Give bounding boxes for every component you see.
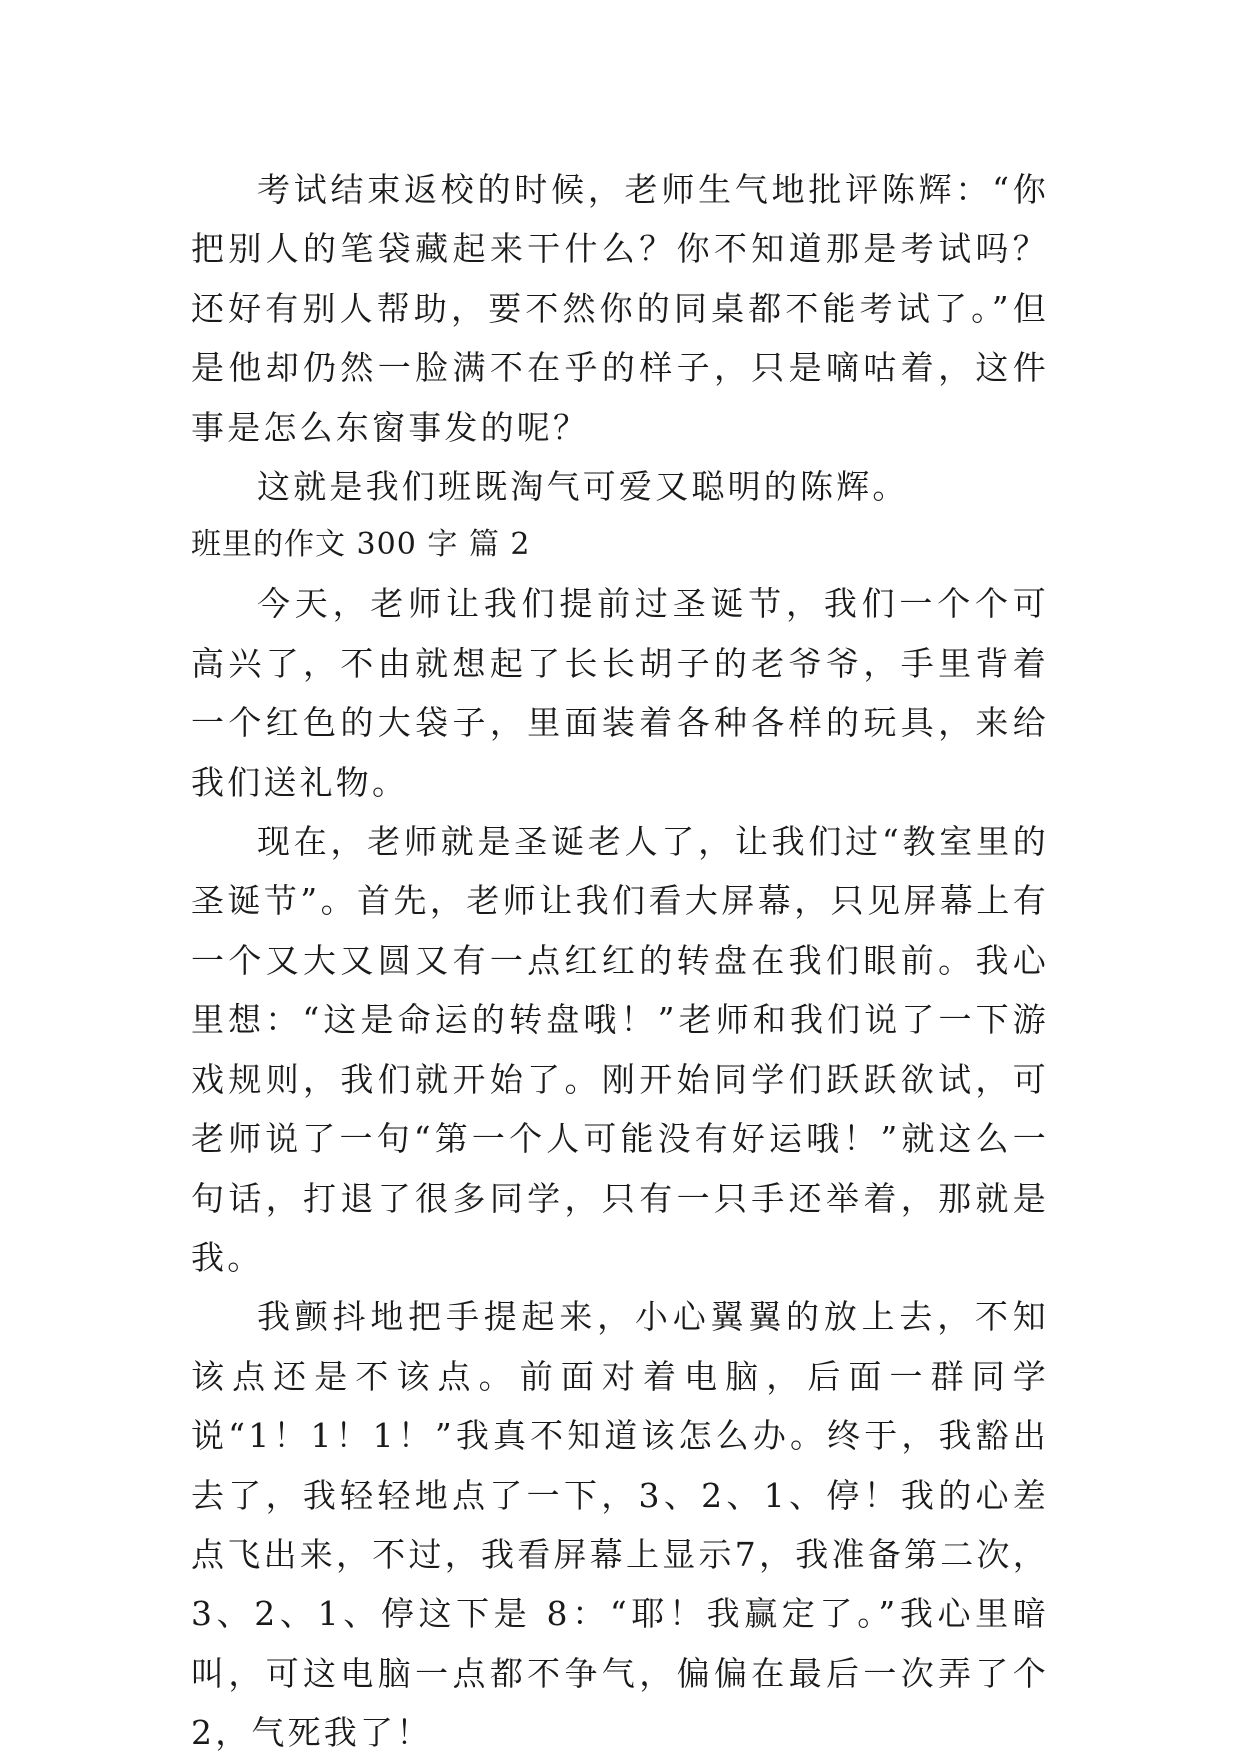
document-body (191, 160, 1049, 1763)
paragraph-exam-return: 考试结束返校的时候，老师生气地批评陈辉：“你把别人的笔袋藏起来干什么？你不知道那是考试吗？还好有别人帮助，要不然你的同桌都不能考试了。”但是他却仍然一脸满不在乎的样子，只是嘀咕着，这件事是怎么东窗事发的呢？ (191, 170, 1049, 447)
paragraph-christmas-wheel: 现在，老师就是圣诞老人了，让我们过“教室里的圣诞节”。首先，老师让我们看大屏幕，只见屏幕上有一个又大又圆又有一点红红的转盘在我们眼前。我心里想：“这是命运的转盘哦！”老师和我们说了一下游戏规则，我们就开始了。刚开始同学们跃跃欲试，可老师说了一句“第一个人可能没有好运哦！”就这么一句话，打退了很多同学，只有一只手还举着，那就是我。 (191, 822, 1049, 1277)
paragraph-spin-result: 我颤抖地把手提起来，小心翼翼的放上去，不知该点还是不该点。前面对着电脑，后面一群同学说“1！1！1！”我真不知道该怎么办。终于，我豁出去了，我轻轻地点了一下，3、2、1、停！我的心差点飞出来，不过，我看屏幕上显示7，我准备第二次，3、2、1、停这下是 8：“耶！我赢定了。”我心里暗叫，可这电脑一点都不争气，偏偏在最后一次弄了个 2，气死我了！ (191, 1297, 1049, 1753)
section-heading: 班里的作文 300 字 篇 2 (191, 527, 531, 563)
paragraph-christmas-intro: 今天，老师让我们提前过圣诞节，我们一个个可高兴了，不由就想起了长长胡子的老爷爷，手里背着一个红色的大袋子，里面装着各种各样的玩具，来给我们送礼物。 (191, 584, 1049, 802)
paragraph-chenhui-summary: 这就是我们班既淘气可爱又聪明的陈辉。 (257, 467, 909, 507)
